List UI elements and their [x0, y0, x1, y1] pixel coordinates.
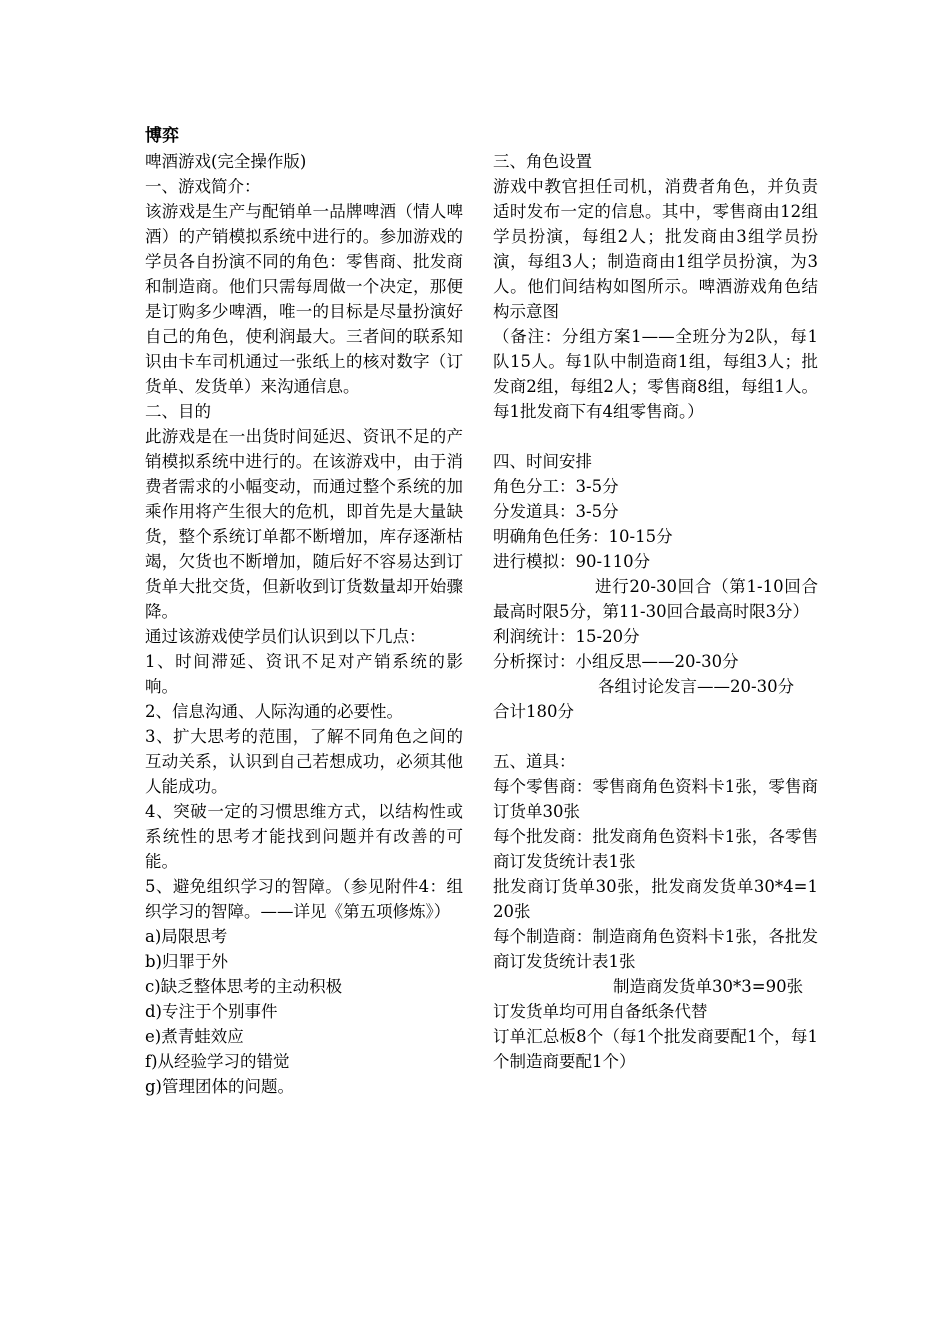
time-heading: 四、时间安排 — [493, 452, 592, 471]
learning-point: 3、扩大思考的范围，了解不同角色之间的互动关系，认识到自己若想成功，必须其他人能成功。 — [145, 727, 463, 796]
sub-point: d)专注于个别事件 — [145, 1002, 278, 1021]
right-column — [493, 149, 818, 1074]
sub-point: c)缺乏整体思考的主动积极 — [145, 977, 343, 996]
learning-point: 4、突破一定的习惯思维方式，以结构性或系统性的思考才能找到问题并有改善的可能。 — [145, 802, 463, 871]
purpose-heading: 二、目的 — [145, 402, 211, 421]
props-manufacturer-ship: 制造商发货单30*3=90张 — [613, 977, 804, 996]
props-wholesaler: 每个批发商：批发商角色资料卡1张，各零售商订发货统计表1张 — [493, 827, 818, 871]
props-board: 订单汇总板8个（每1个批发商要配1个，每1个制造商要配1个） — [493, 1027, 818, 1071]
time-item: 角色分工：3-5分 — [493, 477, 619, 496]
props-wholesaler-orders: 批发商订货单30张，批发商发货单30*4=120张 — [493, 877, 818, 921]
roles-note: （备注：分组方案1——全班分为2队，每1队15人。每1队中制造商1组，每组3人；批发商2组，每组2人；零售商8组，每组1人。每1批发商下有4组零售商。） — [493, 327, 818, 421]
time-rounds: 进行20-30回合（第1-10回合最高时限5分，第11-30回合最高时限3分） — [493, 577, 818, 621]
sub-point: f)从经验学习的错觉 — [145, 1052, 290, 1071]
props-paper: 订发货单均可用自备纸条代替 — [493, 1002, 708, 1021]
time-discussion: 各组讨论发言——20-30分 — [598, 677, 795, 696]
time-item: 进行模拟：90-110分 — [493, 552, 651, 571]
time-profit: 利润统计：15-20分 — [493, 627, 640, 646]
learning-point: 5、避免组织学习的智障。（参见附件4：组织学习的智障。——详见《第五项修炼》） — [145, 877, 463, 921]
roles-heading: 三、角色设置 — [493, 152, 592, 171]
time-total: 合计180分 — [493, 702, 574, 721]
intro-heading: 一、游戏简介： — [145, 177, 261, 196]
purpose-paragraph: 此游戏是在一出货时间延迟、资讯不足的产销模拟系统中进行的。在该游戏中，由于消费者需求的小幅变动，而通过整个系统的加乘作用将产生很大的危机，即首先是大量缺货，整个系统订单都不断增加，库存逐渐枯竭，欠货也不断增加，随后好不容易达到订货单大批交货，但新收到订货数量却开始骤降。 — [145, 427, 463, 621]
learning-point: 2、信息沟通、人际沟通的必要性。 — [145, 702, 403, 721]
roles-paragraph: 游戏中教官担任司机，消费者角色，并负责适时发布一定的信息。其中，零售商由12组学员扮演，每组2人；批发商由3组学员扮演，每组3人；制造商由1组学员扮演，为3人。他们间结构如图所示。啤酒游戏角色结构示意图 — [493, 177, 818, 321]
sub-point: a)局限思考 — [145, 927, 228, 946]
time-item: 明确角色任务：10-15分 — [493, 527, 673, 546]
intro-paragraph: 该游戏是生产与配销单一品牌啤酒（情人啤酒）的产销模拟系统中进行的。参加游戏的学员各自扮演不同的角色：零售商、批发商和制造商。他们只需每周做一个决定，那便是订购多少啤酒，唯一的目标是尽量扮演好自己的角色，使利润最大。三者间的联系知识由卡车司机通过一张纸上的核对数字（订货单、发货单）来沟通信息。 — [145, 202, 463, 396]
learning-intro: 通过该游戏使学员们认识到以下几点： — [145, 627, 426, 646]
props-heading: 五、道具： — [493, 752, 576, 771]
document-title: 博弈 — [145, 126, 179, 146]
time-item: 分发道具：3-5分 — [493, 502, 619, 521]
props-manufacturer: 每个制造商：制造商角色资料卡1张，各批发商订发货统计表1张 — [493, 927, 818, 971]
props-retailer: 每个零售商：零售商角色资料卡1张，零售商订货单30张 — [493, 777, 818, 821]
subtitle: 啤酒游戏(完全操作版) — [145, 152, 307, 171]
spacer — [493, 724, 818, 749]
sub-point: b)归罪于外 — [145, 952, 228, 971]
sub-point: g)管理团体的问题。 — [145, 1077, 294, 1096]
time-analysis: 分析探讨：小组反思——20-30分 — [493, 652, 739, 671]
left-column — [145, 149, 463, 1099]
sub-point: e)煮青蛙效应 — [145, 1027, 244, 1046]
learning-point: 1、时间滞延、资讯不足对产销系统的影响。 — [145, 652, 463, 696]
spacer — [493, 424, 818, 449]
